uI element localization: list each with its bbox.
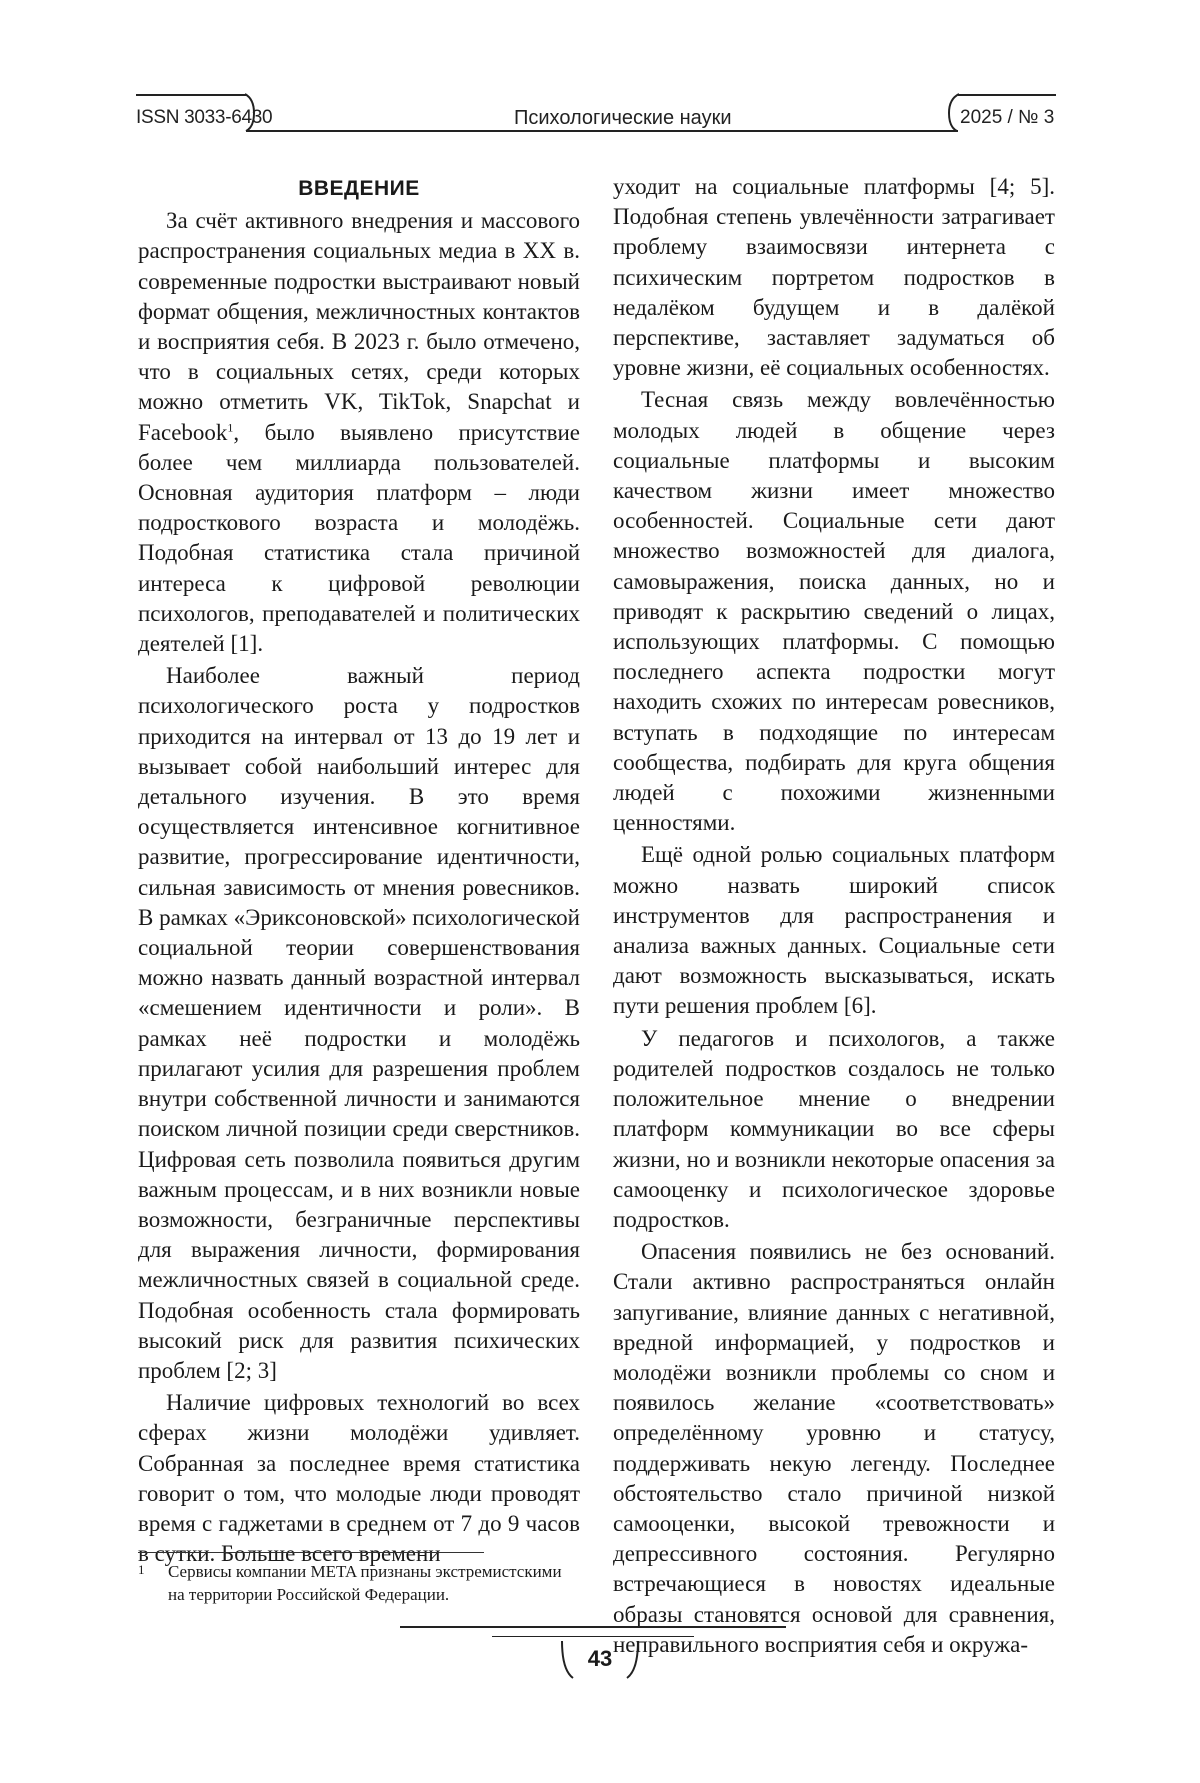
- footnote: [138, 1560, 580, 1606]
- header-rule-bottom: [246, 130, 958, 132]
- footnote-ref: 1: [227, 420, 233, 434]
- footer-rule-inner: [492, 1636, 694, 1637]
- footnote-rule: [138, 1552, 484, 1553]
- left-column: [138, 174, 580, 1569]
- header-curve-right: [946, 93, 960, 133]
- header-rule-right: [958, 94, 1056, 96]
- paragraph-1: [138, 206, 580, 659]
- paragraph-3: Наличие цифровых технологий во всех сферах жизни молодёжи удивляет. Собранная за последнее время статистика говорит о том, что молодые люди проводят время с гаджетами в среднем от 7 до 9 часов в сутки. Больше всего времени: [138, 1388, 580, 1569]
- paragraph-5: Тесная связь между вовлечённостью молодых людей в общение через социальные платформы и высоким качеством жизни имеет множество особенностей. Социальные сети дают множество возможностей для диалога, самовыражения, поиска данных, но и приводят к раскрытию сведений о лицах, использующих платформы. С помощью последнего аспекта подростки могут находить схожих по интересам ровесников, вступать в подходящие по интересам сообщества, подбирать для круга общения людей с похожими жизненными ценностями.: [613, 385, 1055, 838]
- paragraph-8: Опасения появились не без оснований. Стали активно распространяться онлайн запугивание, влияние данных с негативной, вредной информацией, у подростков и молодёжи возникли проблемы со сном и появилось желание «соответствовать» определённому уровню и статусу, поддерживать некую легенду. Последнее обстоятельство стало причиной низкой самооценки, высокой тревожности и депрессивного состояния. Регулярно встречающиеся в новостях идеальные образы становятся основой для сравнения, неправильного восприятия себя и окружа-: [613, 1237, 1055, 1660]
- page-number: 43: [572, 1646, 628, 1672]
- right-column: [613, 172, 1055, 1660]
- footnote-text: Сервисы компании META признаны экстремистскими на территории Российской Федерации.: [168, 1560, 580, 1606]
- header-journal-title: Психологические науки: [514, 107, 732, 130]
- section-heading: ВВЕДЕНИЕ: [138, 174, 580, 204]
- page-number-bracket-right: [626, 1640, 640, 1680]
- paragraph-1-tail: , было выявлено присутствие более чем миллиарда пользователей. Основная аудитория платформ – люди подросткового возраста и молодёжь. Подобная статистика стала причиной интереса к цифровой революции психологов, преподавателей и политических деятелей [1].: [138, 420, 580, 656]
- header-issn: ISSN 3033-6430: [136, 107, 272, 129]
- paragraph-6: Ещё одной ролью социальных платформ можно назвать широкий список инструментов для распространения и анализа важных данных. Социальные сети дают возможность высказываться, искать пути решения проблем [6].: [613, 840, 1055, 1021]
- paragraph-1-text: За счёт активного внедрения и массового распространения социальных медиа в XX в. современные подростки выстраивают новый формат общения, межличностных контактов и восприятия себя. В 2023 г. было отмечено, что в социальных сетях, среди которых можно отметить VK, TikTok, Snapchat и Facebook: [138, 208, 580, 444]
- header-issue: 2025 / № 3: [960, 107, 1054, 129]
- paragraph-7: У педагогов и психологов, а также родителей подростков создалось не только положительное мнение о внедрении платформ коммуникации во все сферы жизни, но и возникли некоторые опасения за самооценку и психологическое здоровье подростков.: [613, 1024, 1055, 1235]
- footnote-number: 1: [138, 1558, 145, 1581]
- paragraph-2: Наиболее важный период психологического роста у подростков приходится на интервал от 13 до 19 лет и вызывает собой наибольший интерес для детального изучения. В это время осуществляется интенсивное когнитивное развитие, прогрессирование идентичности, сильная зависимость от мнения ровесников. В рамках «Эриксоновской» психологической социальной теории совершенствования можно назвать данный возрастной интервал «смешением идентичности и роли». В рамках неё подростки и молодёжь прилагают усилия для разрешения проблем внутри собственной личности и занимаются поиском личной позиции среди сверстников. Цифровая сеть позволила появиться другим важным процессам, и в них возникли новые возможности, безграничные перспективы для выражения личности, формирования межличностных связей в социальной среде. Подобная особенность стала формировать высокий риск для развития психических проблем [2; 3]: [138, 661, 580, 1386]
- paragraph-4: уходит на социальные платформы [4; 5]. Подобная степень увлечённости затрагивает проблему взаимосвязи интернета с психическим портретом подростков в недалёком будущем и в далёкой перспективе, заставляет задуматься об уровне жизни, её социальных особенностях.: [613, 172, 1055, 383]
- header-rule-left: [136, 94, 246, 96]
- footer-rule-top: [400, 1626, 786, 1628]
